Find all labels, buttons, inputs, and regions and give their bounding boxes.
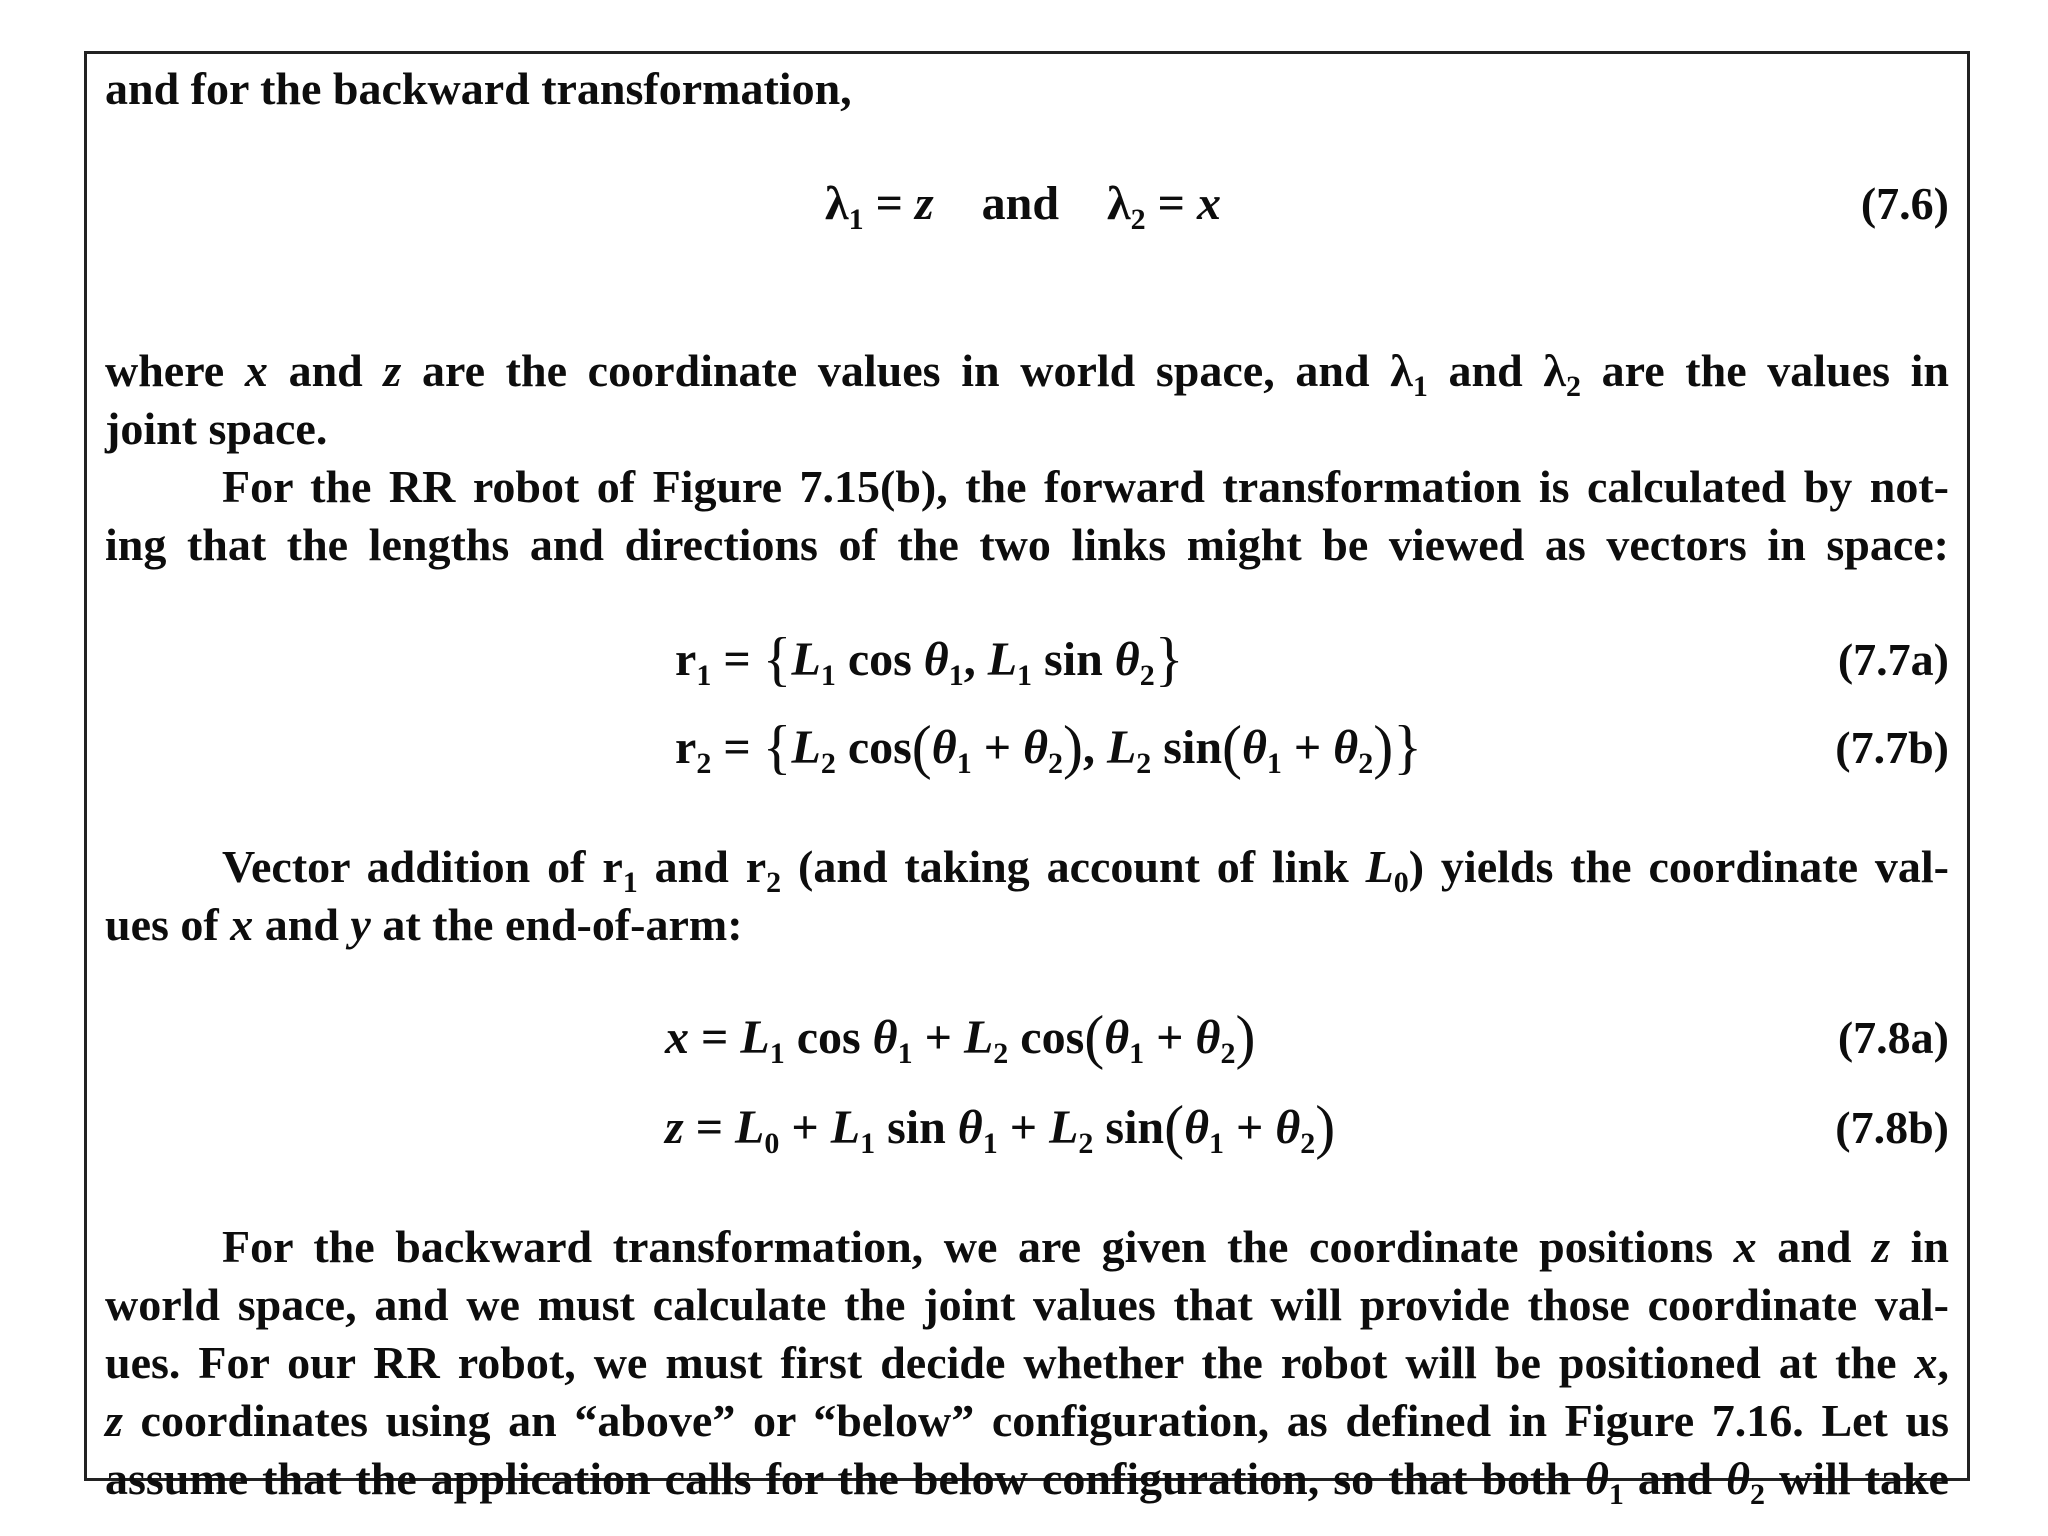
text-fragment: 1 bbox=[696, 659, 712, 692]
text-fragment: ues of bbox=[105, 899, 231, 950]
text-fragment: L bbox=[963, 1011, 994, 1064]
text-fragment: joint space. bbox=[105, 403, 328, 454]
text-fragment: x bbox=[244, 345, 268, 396]
text-fragment: cos bbox=[784, 1011, 873, 1064]
text-fragment: 1 bbox=[1017, 659, 1033, 692]
text-fragment: θ bbox=[1114, 633, 1140, 686]
text-fragment: θ bbox=[1184, 1101, 1210, 1154]
text-fragment: 1 bbox=[948, 659, 964, 692]
text-fragment: + bbox=[1224, 1101, 1276, 1154]
text-fragment: θ bbox=[1104, 1011, 1130, 1064]
paragraph-4-line-1 bbox=[105, 1218, 1949, 1276]
text-fragment: λ bbox=[1107, 177, 1131, 230]
text-fragment: + bbox=[1144, 1011, 1196, 1064]
paragraph-4-line-3 bbox=[105, 1334, 1949, 1392]
intro-line bbox=[105, 60, 1949, 118]
equation-number: (7.8b) bbox=[1835, 1102, 1949, 1153]
text-fragment: are the values in bbox=[1580, 345, 1949, 396]
text-fragment: cos bbox=[835, 721, 912, 774]
text-fragment: z bbox=[105, 1395, 123, 1446]
page-frame bbox=[84, 51, 1970, 1511]
text-fragment: θ bbox=[931, 721, 957, 774]
text-fragment: , bbox=[1082, 721, 1107, 774]
paragraph-2-line-2 bbox=[105, 516, 1949, 574]
text-fragment: = bbox=[711, 633, 763, 686]
text-fragment: z bbox=[665, 1101, 684, 1154]
text-fragment: 1 bbox=[1608, 1478, 1624, 1511]
text-fragment: , bbox=[1937, 1337, 1949, 1388]
text-fragment: z bbox=[383, 345, 402, 396]
text-fragment: x bbox=[1196, 177, 1221, 230]
equation-number: (7.8a) bbox=[1837, 1012, 1949, 1063]
text-fragment: For the backward transformation, we are given the coordinate positions bbox=[222, 1221, 1734, 1272]
equation-7-7a bbox=[105, 628, 1949, 692]
text-fragment: 0 bbox=[764, 1127, 780, 1160]
equation-7-7a-body bbox=[675, 628, 1184, 692]
text-fragment: = bbox=[863, 177, 915, 230]
text-fragment: 1 bbox=[956, 747, 972, 780]
text-fragment: θ bbox=[957, 1101, 983, 1154]
text-fragment: cos bbox=[1008, 1011, 1085, 1064]
text-fragment: coordinates using an “above” or “below” configuration, as defined in Figure 7.16. Let us bbox=[122, 1395, 1949, 1446]
equation-number: (7.7b) bbox=[1835, 722, 1949, 773]
text-fragment: sin bbox=[875, 1101, 958, 1154]
text-fragment: θ bbox=[872, 1011, 898, 1064]
text-fragment: θ bbox=[1726, 1453, 1751, 1504]
text-fragment: x bbox=[1733, 1221, 1757, 1272]
equation-7-8b bbox=[105, 1096, 1949, 1160]
equation-7-8b-body bbox=[665, 1096, 1335, 1160]
text-fragment: } bbox=[1393, 714, 1422, 780]
equation-7-8a bbox=[105, 1006, 1949, 1070]
text-fragment: are the coordinate values in world space, and bbox=[401, 345, 1391, 396]
text-fragment: θ bbox=[1333, 721, 1359, 774]
text-fragment: 1 bbox=[820, 659, 836, 692]
text-fragment: θ bbox=[1242, 721, 1267, 774]
text-fragment: L bbox=[735, 1101, 765, 1154]
text-fragment: ) yields the coordinate val- bbox=[1408, 841, 1949, 892]
paragraph-3-line-2 bbox=[105, 896, 1949, 954]
text-fragment: and for the backward transformation, bbox=[105, 63, 852, 114]
text-fragment: at the end-of-arm: bbox=[370, 899, 743, 950]
text-fragment: + bbox=[997, 1101, 1050, 1154]
text-fragment: Vector addition of bbox=[222, 841, 603, 892]
text-fragment: assume that the application calls for the below configuration, so that both bbox=[105, 1453, 1585, 1504]
text-fragment: + bbox=[779, 1101, 831, 1154]
text-fragment: ) bbox=[1315, 1094, 1336, 1160]
text-fragment: ) bbox=[1373, 714, 1394, 780]
text-fragment: L bbox=[1049, 1101, 1079, 1154]
text-fragment: ( bbox=[911, 714, 932, 780]
equation-number: (7.7a) bbox=[1837, 634, 1949, 685]
text-fragment: 1 bbox=[1209, 1127, 1225, 1160]
text-fragment: and bbox=[253, 899, 351, 950]
text-fragment: 2 bbox=[1750, 1478, 1766, 1511]
text-fragment: λ bbox=[825, 177, 849, 230]
text-fragment: 1 bbox=[860, 1127, 876, 1160]
text-fragment: 2 bbox=[1047, 747, 1063, 780]
text-fragment: world space, and we must calculate the joint values that will provide those coordinate val- bbox=[105, 1279, 1949, 1330]
text-fragment: and bbox=[1623, 1453, 1727, 1504]
text-fragment: cos bbox=[835, 633, 924, 686]
text-fragment: θ bbox=[1275, 1101, 1301, 1154]
text-fragment: will take bbox=[1765, 1453, 1949, 1504]
text-fragment: 2 bbox=[1300, 1127, 1316, 1160]
text-fragment: 2 bbox=[1220, 1037, 1236, 1070]
text-fragment: L bbox=[791, 721, 821, 774]
equation-7-6-body bbox=[825, 172, 1221, 236]
text-fragment: and bbox=[981, 177, 1060, 230]
text-fragment: 2 bbox=[1565, 370, 1581, 403]
text-fragment: For the RR robot of Figure 7.15(b), the forward transformation is calculated by not- bbox=[222, 461, 1949, 512]
text-fragment: and bbox=[637, 841, 746, 892]
text-fragment: ing that the lengths and directions of the two links might be viewed as vectors in space: bbox=[105, 519, 1949, 570]
text-fragment: 1 bbox=[1129, 1037, 1145, 1070]
paragraph-1-line-2 bbox=[105, 400, 1949, 458]
text-fragment: L bbox=[740, 1011, 770, 1064]
text-fragment: 2 bbox=[1136, 747, 1152, 780]
text-fragment: 2 bbox=[1130, 203, 1146, 236]
equation-number: (7.6) bbox=[1860, 178, 1949, 229]
text-fragment: ues. For our RR robot, we must first decide whether the robot will be positioned at the bbox=[105, 1337, 1915, 1388]
text-fragment: ) bbox=[1062, 714, 1083, 780]
text-fragment: 2 bbox=[1358, 747, 1374, 780]
text-fragment: 2 bbox=[766, 866, 782, 899]
paragraph-2-line-1 bbox=[105, 458, 1949, 516]
text-fragment: } bbox=[1154, 626, 1184, 692]
text-fragment: ( bbox=[1084, 1004, 1105, 1070]
text-fragment: (and taking account of link bbox=[781, 841, 1366, 892]
paragraph-4-line-4 bbox=[105, 1392, 1949, 1450]
text-fragment: λ bbox=[1390, 345, 1413, 396]
paragraph-3-line-1 bbox=[105, 838, 1949, 899]
text-fragment: 1 bbox=[1266, 747, 1282, 780]
document-body bbox=[105, 54, 1949, 1511]
text-fragment: 2 bbox=[820, 747, 836, 780]
text-fragment: λ bbox=[1543, 345, 1566, 396]
text-fragment: r bbox=[602, 841, 623, 892]
text-fragment: sin bbox=[1151, 721, 1223, 774]
text-fragment: r bbox=[675, 633, 697, 686]
text-fragment: x bbox=[665, 1011, 689, 1064]
text-fragment: θ bbox=[1023, 721, 1048, 774]
equation-7-7b-body bbox=[675, 716, 1422, 780]
paragraph-1-line-1 bbox=[105, 342, 1949, 403]
equation-7-6 bbox=[105, 172, 1949, 236]
paragraph-4-line-2 bbox=[105, 1276, 1949, 1334]
text-fragment: + bbox=[912, 1011, 964, 1064]
text-fragment: 2 bbox=[1139, 659, 1155, 692]
text-fragment: z bbox=[1872, 1221, 1890, 1272]
text-fragment: + bbox=[1281, 721, 1334, 774]
text-fragment: { bbox=[762, 714, 792, 780]
text-fragment: { bbox=[762, 626, 792, 692]
text-fragment: 2 bbox=[993, 1037, 1009, 1070]
paragraph-4-line-5 bbox=[105, 1450, 1949, 1511]
text-fragment: L bbox=[987, 633, 1018, 686]
text-fragment: 2 bbox=[696, 747, 712, 780]
text-fragment: 1 bbox=[769, 1037, 785, 1070]
text-fragment: L bbox=[1365, 841, 1394, 892]
text-fragment: sin bbox=[1032, 633, 1115, 686]
text-fragment: ) bbox=[1235, 1004, 1256, 1070]
text-fragment: = bbox=[711, 721, 763, 774]
text-fragment: in bbox=[1890, 1221, 1949, 1272]
text-fragment: L bbox=[791, 633, 821, 686]
text-fragment: y bbox=[350, 899, 371, 950]
text-fragment: 1 bbox=[848, 203, 864, 236]
text-fragment: and bbox=[1756, 1221, 1873, 1272]
text-fragment: r bbox=[675, 721, 697, 774]
text-fragment: = bbox=[689, 1011, 741, 1064]
text-fragment: sin bbox=[1093, 1101, 1165, 1154]
text-fragment: x bbox=[230, 899, 254, 950]
text-fragment: L bbox=[830, 1101, 861, 1154]
equation-7-7b bbox=[105, 716, 1949, 780]
text-fragment: r bbox=[745, 841, 767, 892]
text-fragment: 1 bbox=[622, 866, 638, 899]
text-fragment: θ bbox=[923, 633, 949, 686]
text-fragment: x bbox=[1914, 1337, 1938, 1388]
text-fragment: z bbox=[914, 177, 934, 230]
text-fragment: and bbox=[1427, 345, 1544, 396]
text-fragment: = bbox=[683, 1101, 736, 1154]
text-fragment: + bbox=[971, 721, 1024, 774]
text-fragment: θ bbox=[1584, 1453, 1609, 1504]
text-fragment: 1 bbox=[982, 1127, 998, 1160]
text-fragment: 0 bbox=[1393, 866, 1409, 899]
text-fragment: θ bbox=[1195, 1011, 1221, 1064]
text-fragment: ( bbox=[1222, 714, 1242, 780]
text-fragment: and bbox=[267, 345, 384, 396]
text-fragment: 1 bbox=[1412, 370, 1428, 403]
text-fragment: 1 bbox=[897, 1037, 913, 1070]
text-fragment: , bbox=[963, 633, 988, 686]
text-fragment: = bbox=[1145, 177, 1197, 230]
text-fragment: L bbox=[1106, 721, 1137, 774]
equation-7-8a-body bbox=[665, 1006, 1255, 1070]
text-fragment: ( bbox=[1164, 1094, 1185, 1160]
text-fragment: where bbox=[105, 345, 245, 396]
text-fragment: 2 bbox=[1078, 1127, 1094, 1160]
